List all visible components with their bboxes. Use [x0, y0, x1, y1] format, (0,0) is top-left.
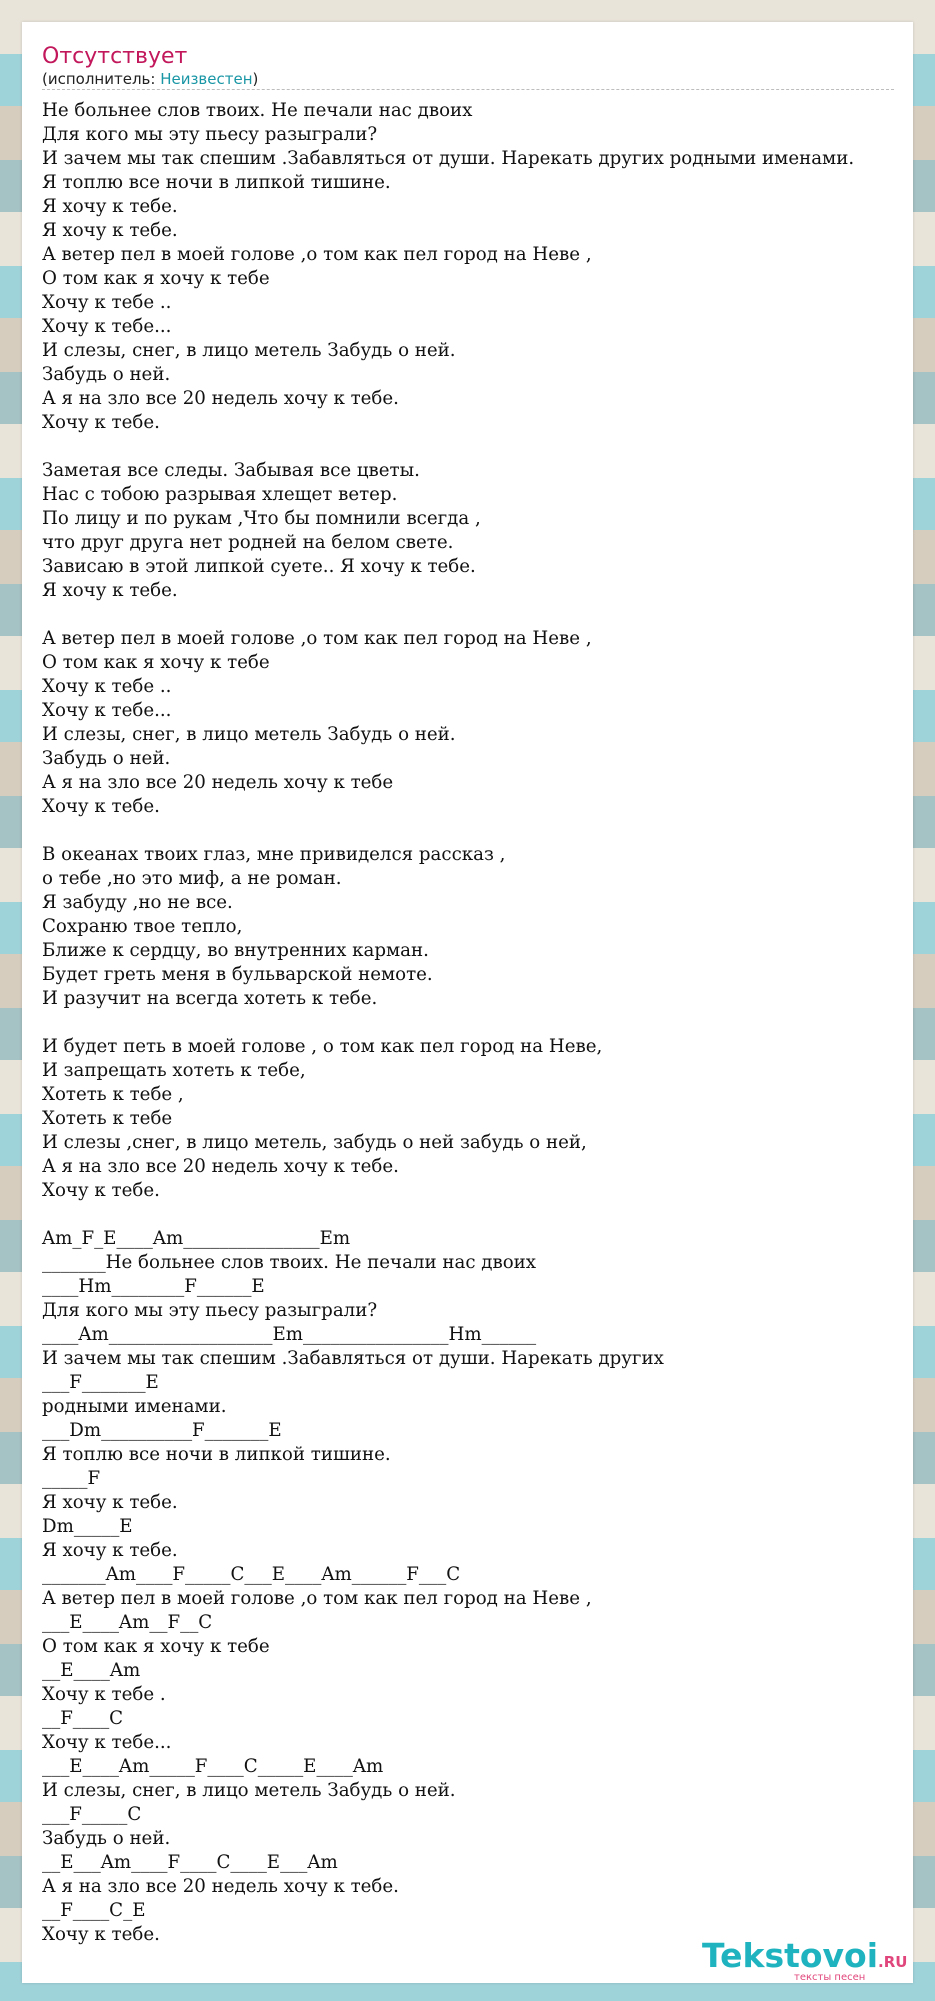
lyrics-text: Не больнее слов твоих. Не печали нас двоих Для кого мы эту пьесу разыграли? И зачем мы так спешим .Забавляться от души. Нарекать других родными именами. Я топлю все ночи в липкой тишине. Я хочу к тебе. Я хочу к тебе. А ветер пел в моей голове ,о том как пел город на Неве , О том как я хочу к тебе Хочу к тебе .. Хочу к тебе... И слезы, снег, в лицо метель Забудь о ней. Забудь о ней. А я на зло все 20 недель хочу к тебе. Хочу к тебе. Заметая все следы. Забывая все цветы. Нас с тобою разрывая хлещет ветер. По лицу и по рукам ,Что бы помнили всегда , что друг друга нет родней на белом свете. Зависаю в этой липкой суете.. Я хочу к тебе. Я хочу к тебе. А ветер пел в моей голове ,о том как пел город на Неве , О том как я хочу к тебе Хочу к тебе .. Хочу к тебе... И слезы, снег, в лицо метель Забудь о ней. Забудь о ней. А я на зло все 20 недель хочу к тебе Хочу к тебе. В океанах твоих глаз, мне привиделся рассказ , о тебе ,но это миф, а не роман. Я забуду ,но не все. Сохраню твое тепло, Ближе к сердцу, во внутренних карман. Будет греть меня в бульварской немоте. И разучит на всегда хотеть к тебе. И будет петь в моей голове , о том как пел город на Неве, И запрещать хотеть к тебе, Хотеть к тебе , Хотеть к тебе И слезы ,снег, в лицо метель, забудь о ней забудь о ней, А я на зло все 20 недель хочу к тебе. Хочу к тебе. Am_F_E____Am_______________Em _______Не больнее слов твоих. Не печали нас двоих ____Hm________F______E Для кого мы эту пьесу разыграли? ____Am__________________Em________________Hm______ И зачем мы так спешим .Забавляться от души. Нарекать других ___F_______E родными именами. ___Dm__________F_______E Я топлю все ночи в липкой тишине. _____F Я хочу к тебе. Dm_____E Я хочу к тебе. _______Am____F_____C___E____Am______F___C А ветер пел в моей голове ,о том как пел город на Неве , ___E____Am__F__C О том как я хочу к тебе __E____Am Хочу к тебе . __F____C Хочу к тебе... ___E____Am_____F____C_____E____Am И слезы, снег, в лицо метель Забудь о ней. ___F_____C Забудь о ней. __E___Am____F____C____E___Am А я на зло все 20 недель хочу к тебе. __F____C_E Хочу к тебе.: [42, 100, 855, 1945]
logo-tld: .RU: [878, 1953, 908, 1971]
performer-line: [42, 69, 258, 89]
lyrics-page: [22, 22, 913, 1983]
logo-name: Tekstovoi: [702, 1936, 879, 1975]
site-logo[interactable]: [702, 1936, 908, 1983]
dashed-divider: [42, 89, 894, 90]
performer-prefix: (исполнитель:: [42, 70, 161, 88]
performer-suffix: ): [252, 70, 259, 88]
logo-tagline: тексты песен: [794, 1972, 866, 1983]
song-title: Отсутствует: [42, 44, 188, 69]
performer-link[interactable]: Неизвестен: [160, 70, 253, 88]
